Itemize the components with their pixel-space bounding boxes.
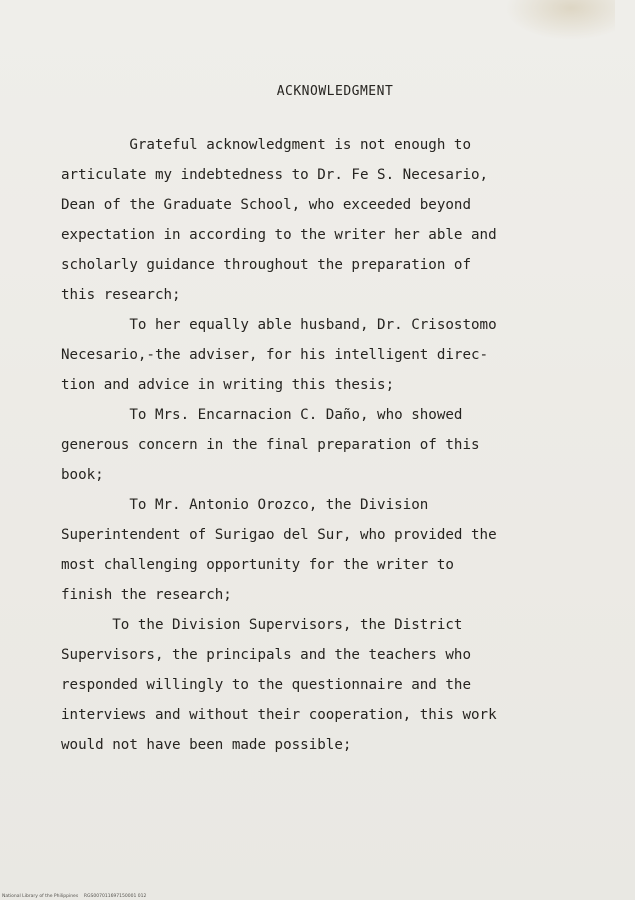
text-line: would not have been made possible; bbox=[61, 737, 352, 753]
text-line: To the Division Supervisors, the District bbox=[61, 617, 463, 633]
text-line: interviews and without their cooperation, this work bbox=[61, 707, 497, 723]
footer bbox=[2, 894, 146, 899]
text-line: Necesario,-the adviser, for his intelligent direc- bbox=[61, 347, 489, 363]
text-line: scholarly guidance throughout the preparation of bbox=[61, 257, 471, 273]
text-line: To Mrs. Encarnacion C. Daño, who showed bbox=[61, 407, 463, 423]
text-line: this research; bbox=[61, 287, 181, 303]
text-line: expectation in according to the writer her able and bbox=[61, 227, 497, 243]
text-line: most challenging opportunity for the writer to bbox=[61, 557, 454, 573]
paper-stain bbox=[505, 0, 615, 40]
text-line: Supervisors, the principals and the teachers who bbox=[61, 647, 471, 663]
text-line: responded willingly to the questionnaire and the bbox=[61, 677, 471, 693]
text-line: Superintendent of Surigao del Sur, who provided the bbox=[61, 527, 497, 543]
text-line: To her equally able husband, Dr. Crisostomo bbox=[61, 317, 497, 333]
footer-id: RGS007011697150001 012 bbox=[83, 894, 147, 899]
text-line: finish the research; bbox=[61, 587, 232, 603]
text-line: book; bbox=[61, 467, 104, 483]
footer-library: National Library of the Philippines bbox=[2, 894, 79, 899]
page-title: ACKNOWLEDGMENT bbox=[276, 84, 394, 99]
body-text bbox=[61, 130, 531, 760]
text-line: tion and advice in writing this thesis; bbox=[61, 377, 395, 393]
text-line: Grateful acknowledgment is not enough to bbox=[61, 137, 471, 153]
text-line: generous concern in the final preparation of this bbox=[61, 437, 480, 453]
text-line: Dean of the Graduate School, who exceeded beyond bbox=[61, 197, 471, 213]
text-line: To Mr. Antonio Orozco, the Division bbox=[61, 497, 429, 513]
text-line: articulate my indebtedness to Dr. Fe S. Necesario, bbox=[61, 167, 489, 183]
